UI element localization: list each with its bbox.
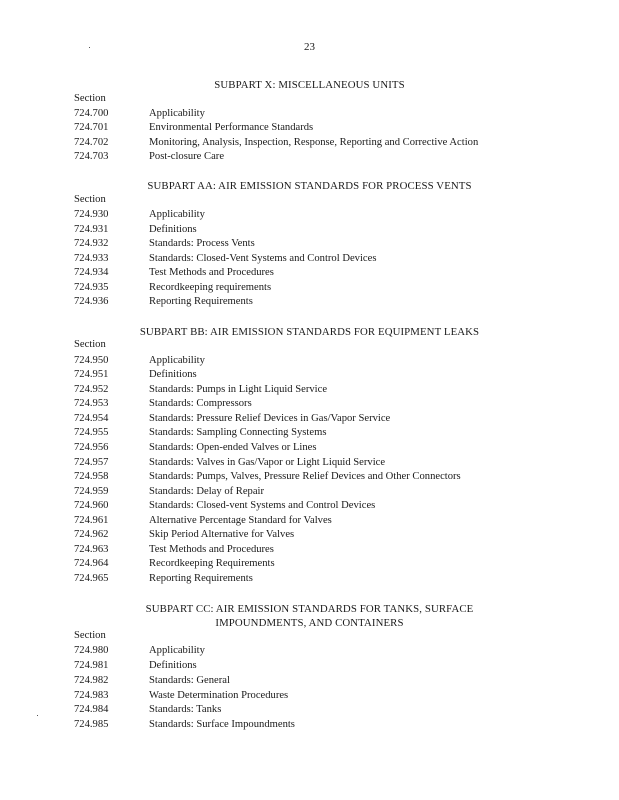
subpart-heading: SUBPART AA: AIR EMISSION STANDARDS FOR PROCESS VENTS (147, 180, 472, 192)
scan-speck (37, 715, 38, 716)
section-number: 724.956 (74, 442, 109, 453)
section-title: Standards: Valves in Gas/Vapor or Light Liquid Service (149, 457, 386, 468)
section-title: Standards: Closed-vent Systems and Control Devices (149, 500, 376, 511)
section-title: Test Methods and Procedures (149, 544, 274, 555)
section-title: Definitions (149, 660, 197, 671)
section-title: Reporting Requirements (149, 573, 253, 584)
section-number: 724.702 (74, 137, 109, 148)
section-number: 724.964 (74, 558, 109, 569)
section-title: Standards: Pumps in Light Liquid Service (149, 384, 328, 395)
section-number: 724.957 (74, 457, 109, 468)
section-title: Applicability (149, 645, 205, 656)
subpart-heading: SUBPART CC: AIR EMISSION STANDARDS FOR TANKS, SURFACE (145, 603, 474, 615)
section-title: Applicability (149, 355, 205, 366)
subpart-heading-continued: IMPOUNDMENTS, AND CONTAINERS (215, 617, 404, 629)
section-number: 724.951 (74, 369, 109, 380)
section-number: 724.985 (74, 719, 109, 730)
section-title: Applicability (149, 209, 205, 220)
section-number: 724.930 (74, 209, 109, 220)
section-title: Recordkeeping Requirements (149, 558, 275, 569)
section-title: Post-closure Care (149, 151, 225, 162)
section-number: 724.981 (74, 660, 109, 671)
section-number: 724.965 (74, 573, 109, 584)
section-title: Recordkeeping requirements (149, 282, 272, 293)
section-number: 724.936 (74, 296, 109, 307)
section-title: Standards: Process Vents (149, 238, 255, 249)
section-number: 724.963 (74, 544, 109, 555)
section-title: Alternative Percentage Standard for Valves (149, 515, 332, 526)
section-number: 724.933 (74, 253, 109, 264)
subpart-heading: SUBPART BB: AIR EMISSION STANDARDS FOR EQUIPMENT LEAKS (139, 326, 480, 338)
section-title: Standards: Surface Impoundments (149, 719, 295, 730)
section-number: 724.935 (74, 282, 109, 293)
section-number: 724.952 (74, 384, 109, 395)
section-title: Standards: Tanks (149, 704, 222, 715)
section-title: Standards: Pressure Relief Devices in Gas/Vapor Service (149, 413, 391, 424)
section-title: Definitions (149, 369, 197, 380)
section-label: Section (74, 194, 106, 205)
section-number: 724.961 (74, 515, 109, 526)
section-number: 724.962 (74, 529, 109, 540)
section-number: 724.955 (74, 427, 109, 438)
section-title: Definitions (149, 224, 197, 235)
section-title: Standards: Sampling Connecting Systems (149, 427, 327, 438)
section-title: Skip Period Alternative for Valves (149, 529, 295, 540)
section-number: 724.959 (74, 486, 109, 497)
section-number: 724.934 (74, 267, 109, 278)
section-title: Monitoring, Analysis, Inspection, Response, Reporting and Corrective Action (149, 137, 479, 148)
section-number: 724.931 (74, 224, 109, 235)
section-number: 724.980 (74, 645, 109, 656)
section-title: Applicability (149, 108, 205, 119)
section-number: 724.701 (74, 122, 109, 133)
section-label: Section (74, 339, 106, 350)
section-number: 724.958 (74, 471, 109, 482)
section-number: 724.950 (74, 355, 109, 366)
section-title: Standards: Open-ended Valves or Lines (149, 442, 317, 453)
section-number: 724.983 (74, 690, 109, 701)
section-label: Section (74, 630, 106, 641)
section-title: Environmental Performance Standards (149, 122, 314, 133)
section-title: Test Methods and Procedures (149, 267, 274, 278)
section-number: 724.982 (74, 675, 109, 686)
page-number: 23 (304, 41, 315, 53)
section-title: Standards: General (149, 675, 230, 686)
section-number: 724.960 (74, 500, 109, 511)
section-title: Standards: Closed-Vent Systems and Control Devices (149, 253, 377, 264)
section-number: 724.953 (74, 398, 109, 409)
section-number: 724.700 (74, 108, 109, 119)
section-title: Waste Determination Procedures (149, 690, 289, 701)
section-title: Reporting Requirements (149, 296, 253, 307)
section-number: 724.703 (74, 151, 109, 162)
section-title: Standards: Pumps, Valves, Pressure Relief Devices and Other Connectors (149, 471, 461, 482)
section-number: 724.932 (74, 238, 109, 249)
section-number: 724.984 (74, 704, 109, 715)
subpart-heading: SUBPART X: MISCELLANEOUS UNITS (214, 79, 405, 91)
scan-speck (89, 47, 90, 48)
section-label: Section (74, 93, 106, 104)
section-title: Standards: Compressors (149, 398, 252, 409)
section-title: Standards: Delay of Repair (149, 486, 265, 497)
section-number: 724.954 (74, 413, 109, 424)
